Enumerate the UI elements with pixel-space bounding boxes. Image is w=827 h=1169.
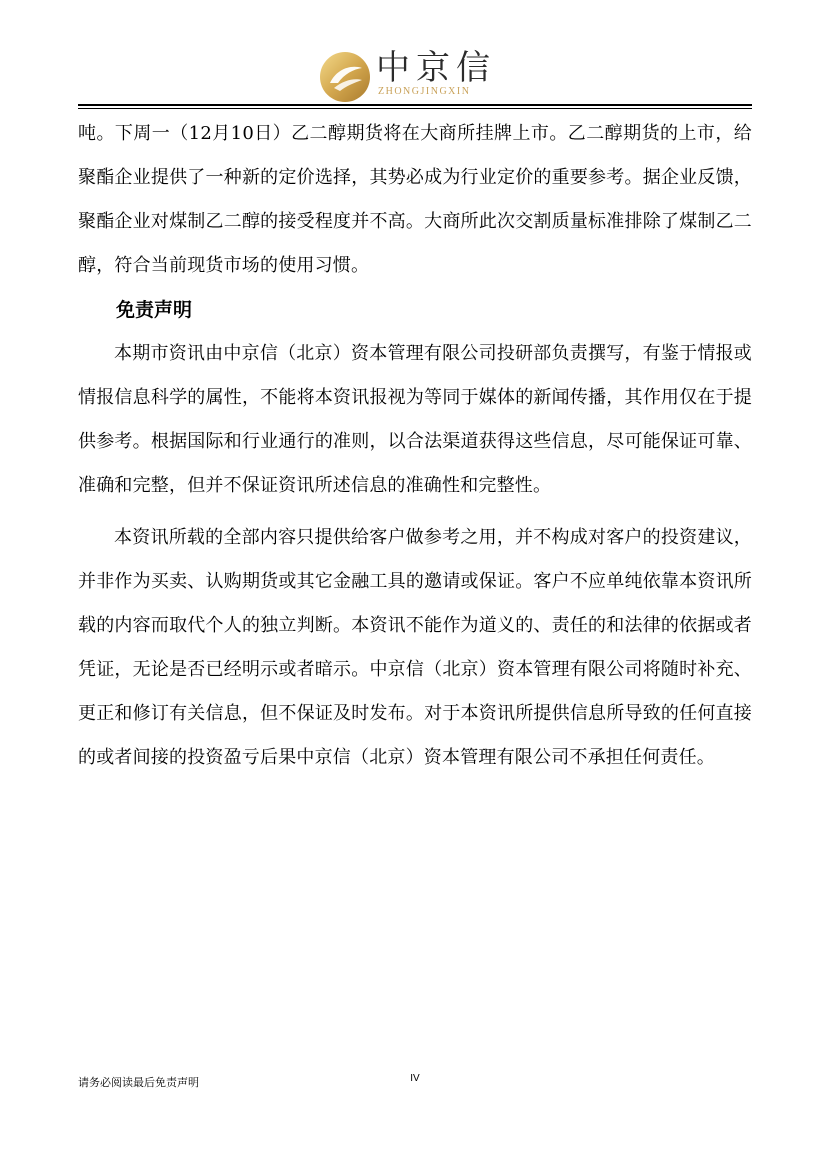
footer-note: 请务必阅读最后免责声明 bbox=[78, 1076, 199, 1089]
disclaimer-heading: 免责声明 bbox=[116, 299, 193, 321]
disclaimer-paragraph-2: 本资讯所载的全部内容只提供给客户做参考之用，并不构成对客户的投资建议，并非作为买卖、认购期货或其它金融工具的邀请或保证。客户不应单纯依靠本资讯所载的内容而取代个人的独立判断。本资讯不能作为道义的、责任的和法律的依据或者凭证，无论是否已经明示或者暗示。中京信（北京）资本管理有限公司将随时补充、更正和修订有关信息，但不保证及时发布。对于本资讯所提供信息所导致的任何直接的或者间接的投资盈亏后果中京信（北京）资本管理有限公司不承担任何责任。 bbox=[78, 527, 752, 768]
zhongjingxin-logo-icon bbox=[318, 50, 372, 104]
company-logo bbox=[318, 48, 508, 104]
disclaimer-paragraph-1: 本期市资讯由中京信（北京）资本管理有限公司投研部负责撰写，有鉴于情报或情报信息科学的属性，不能将本资讯报视为等同于媒体的新闻传播，其作用仅在于提供参考。根据国际和行业通行的准则，以合法渠道获得这些信息，尽可能保证可靠、准确和完整，但并不保证资讯所述信息的准确性和完整性。 bbox=[78, 343, 752, 496]
body-paragraph: 吨。下周一（12月10日）乙二醇期货将在大商所挂牌上市。乙二醇期货的上市，给聚酯企业提供了一种新的定价选择，其势必成为行业定价的重要参考。据企业反馈，聚酯企业对煤制乙二醇的接受程度并不高。大商所此次交割质量标准排除了煤制乙二醇，符合当前现货市场的使用习惯。 bbox=[78, 123, 752, 276]
page-header bbox=[0, 0, 827, 112]
page-number: IV bbox=[410, 1073, 420, 1084]
logo-english-name: ZHONGJINGXIN bbox=[378, 86, 471, 97]
document-body bbox=[78, 112, 752, 780]
logo-chinese-name: 中京信 bbox=[376, 48, 496, 88]
header-divider-thin bbox=[78, 108, 752, 109]
paragraph-gap bbox=[78, 508, 752, 516]
header-divider bbox=[78, 104, 752, 106]
